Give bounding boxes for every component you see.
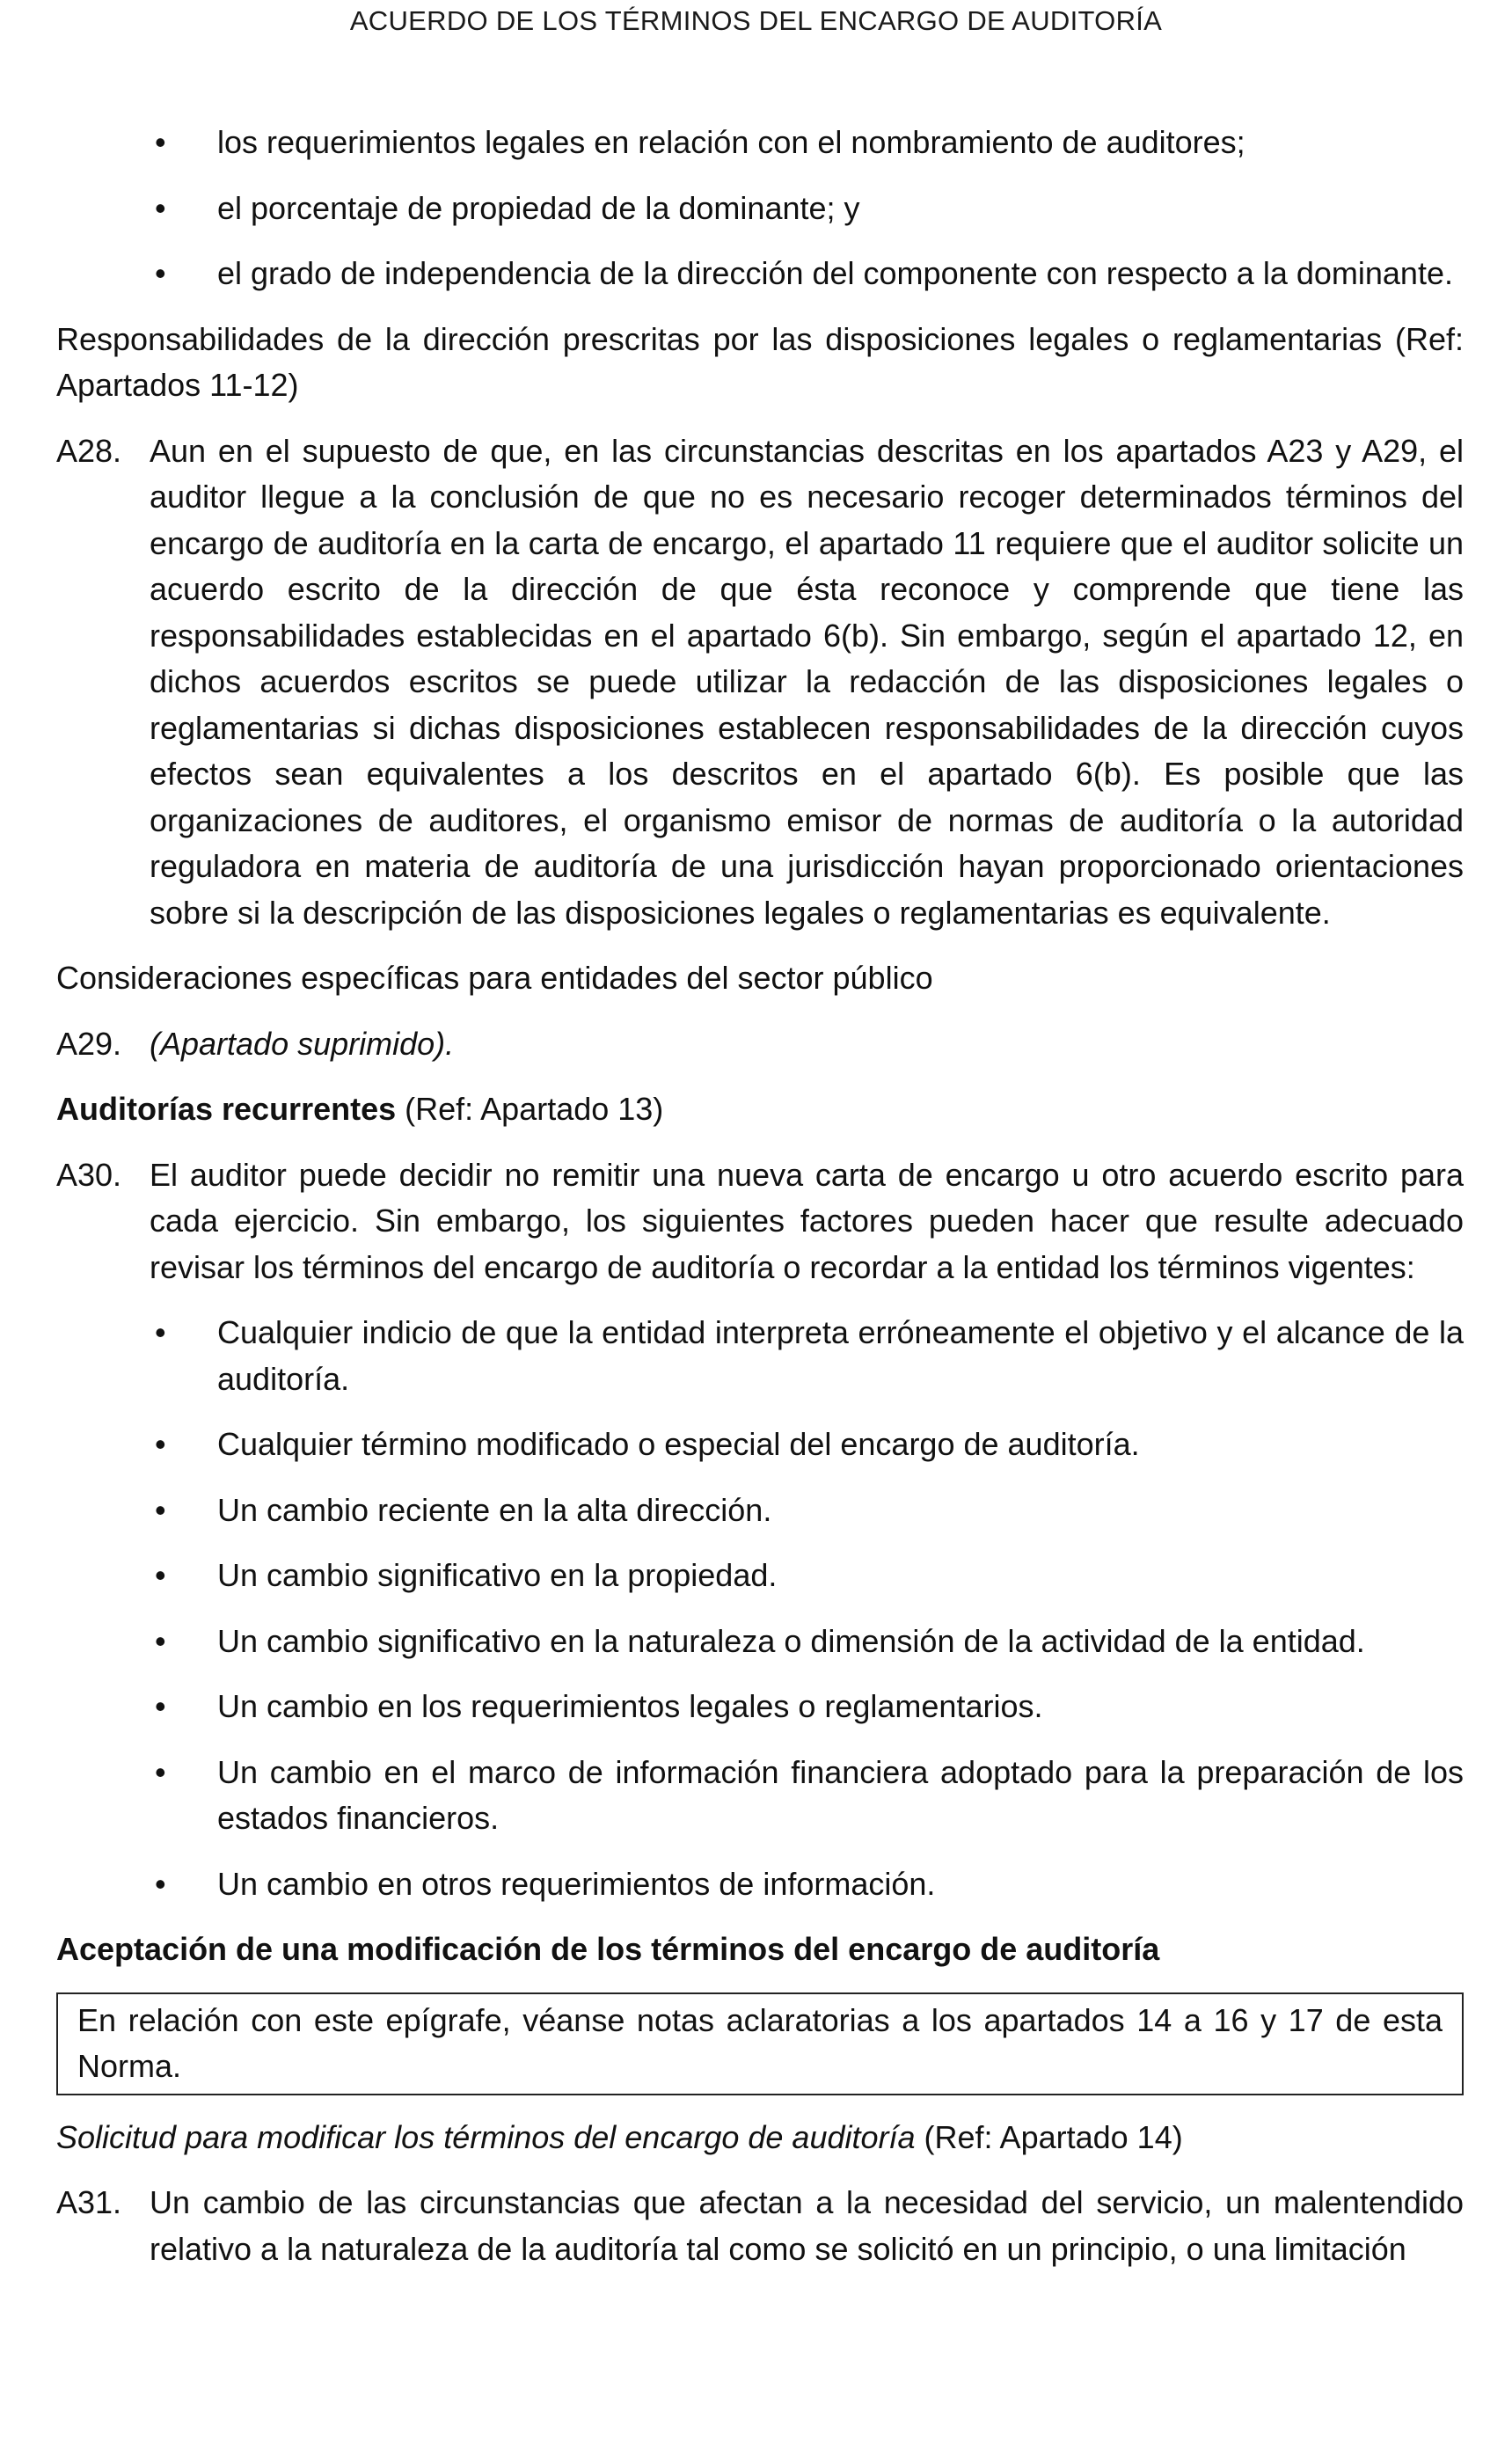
section-heading-recurring-audits: Auditorías recurrentes (Ref: Apartado 13) [56, 1091, 664, 1127]
list-item: • Un cambio en el marco de información financiera adoptado para la preparación de los estados financieros. [56, 1750, 1464, 1842]
top-bullet-list [56, 120, 1464, 297]
paragraph-text: Aun en el supuesto de que, en las circunstancias descritas en los apartados A23 y A29, el auditor llegue a la conclusión de que no es necesario recoger determinados términos del encargo de auditoría en la carta de encargo, el apartado 11 requiere que el auditor solicite un acuerdo escrito de la dirección de que ésta reconoce y comprende que tiene las responsabilidades establecidas en el apartado 6(b). Sin embargo, según el apartado 12, en dichos acuerdos escritos se puede utilizar la redacción de las disposiciones legales o reglamentarias si dichas disposiciones establecen responsabilidades de la dirección cuyos efectos sean equivalentes a los descritos en el apartado 6(b). Es posible que las organizaciones de auditores, el organismo emisor de normas de auditoría o la autoridad reguladora en materia de auditoría de una jurisdicción hayan proporcionado orientaciones sobre si la descripción de las disposiciones legales o reglamentarias es equivalente. [150, 432, 1464, 931]
bullet-icon: • [155, 1622, 166, 1659]
list-item: • Cualquier indicio de que la entidad interpreta erróneamente el objetivo y el alcance de la auditoría. [56, 1310, 1464, 1402]
bullet-icon: • [155, 189, 166, 226]
paragraph-number: A30. [56, 1156, 122, 1193]
explanatory-note-box: En relación con este epígrafe, véanse notas aclaratorias a los apartados 14 a 16 y 17 de esta Norma. [56, 1992, 1464, 2095]
list-item: • los requerimientos legales en relación con el nombramiento de auditores; [56, 120, 1464, 166]
bullet-icon: • [155, 1865, 166, 1902]
paragraph-text: El auditor puede decidir no remitir una nueva carta de encargo u otro acuerdo escrito para cada ejercicio. Sin embargo, los siguientes factores pueden hacer que resulte adecuado revisar los términos del encargo de auditoría o recordar a la entidad los términos vigentes: [150, 1156, 1464, 1285]
bullet-icon: • [155, 1314, 166, 1350]
list-item: • Un cambio significativo en la propiedad. [56, 1553, 1464, 1599]
a30-bullet-list [56, 1310, 1464, 1907]
list-item: • el grado de independencia de la dirección del componente con respecto a la dominante. [56, 251, 1464, 297]
paragraph-text: (Apartado suprimido). [150, 1025, 455, 1062]
bullet-icon: • [155, 1753, 166, 1790]
page-content [56, 120, 1464, 2292]
section-heading-management-responsibilities: Responsabilidades de la dirección prescritas por las disposiciones legales o reglamentarias (Ref: Apartados 11-12) [56, 320, 1464, 403]
paragraph-a28 [56, 428, 1464, 937]
bullet-icon: • [155, 1426, 166, 1462]
section-heading-acceptance-of-change: Aceptación de una modificación de los términos del encargo de auditoría [56, 1931, 1160, 1967]
paragraph-a29 [56, 1021, 1464, 1068]
list-item: • Un cambio reciente en la alta dirección. [56, 1488, 1464, 1534]
paragraph-text: Un cambio de las circunstancias que afectan a la necesidad del servicio, un malentendido relativo a la naturaleza de la auditoría tal como se solicitó en un principio, o una limitación [150, 2184, 1464, 2267]
list-item: • Cualquier término modificado o especial del encargo de auditoría. [56, 1422, 1464, 1468]
bullet-icon: • [155, 1557, 166, 1593]
paragraph-a30 [56, 1152, 1464, 1291]
paragraph-number: A28. [56, 432, 122, 469]
bullet-icon: • [155, 1491, 166, 1528]
section-heading-public-sector: Consideraciones específicas para entidades del sector público [56, 960, 933, 996]
bullet-icon: • [155, 1688, 166, 1724]
bullet-icon: • [155, 124, 166, 160]
paragraph-number: A31. [56, 2184, 122, 2220]
paragraph-number: A29. [56, 1025, 122, 1062]
running-header: ACUERDO DE LOS TÉRMINOS DEL ENCARGO DE AUDITORÍA [349, 5, 1163, 36]
list-item: • Un cambio en otros requerimientos de información. [56, 1861, 1464, 1908]
section-heading-request-to-change: Solicitud para modificar los términos del encargo de auditoría (Ref: Apartado 14) [56, 2118, 1183, 2155]
list-item: • Un cambio en los requerimientos legales o reglamentarios. [56, 1684, 1464, 1730]
bullet-icon: • [155, 255, 166, 291]
list-item: • Un cambio significativo en la naturaleza o dimensión de la actividad de la entidad. [56, 1619, 1464, 1665]
list-item: • el porcentaje de propiedad de la dominante; y [56, 186, 1464, 232]
paragraph-a31 [56, 2180, 1464, 2272]
